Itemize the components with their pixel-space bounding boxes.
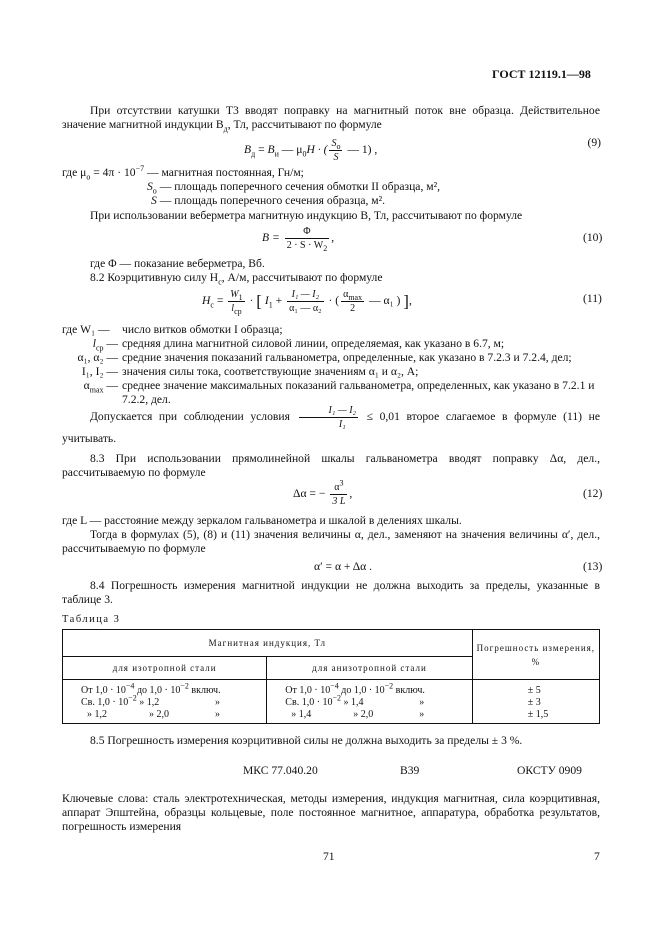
- formula-11: $Н_с$ = $\frac{W_1}{l_{ср}}$ · [ $I_1$ + $\frac{\text{I₁ — I₂}}{\text{α₁ — α₂}}$ · ( $\frac{\alpha_{max}}{2}$ — α₁ ) ],: [202, 289, 412, 316]
- formula-12: Δα = − $\frac{\alpha^3}{3 L}$ ,: [293, 478, 353, 507]
- code-b39: В39: [400, 764, 420, 777]
- table-head-isotropic: для изотропной стали: [63, 657, 267, 680]
- formula-10: В = $\frac{\Phi}{2 \cdot S \cdot W_2}$ ,: [262, 226, 335, 253]
- table-head-error: Погрешность измерения, %: [472, 630, 599, 680]
- keywords: Ключевые слова: сталь электротехническая, методы измерения, индукция магнитная, сила коэрцитивная, аппарат Эпштейна, образцы кольцевые, поле постоянное магнитное, аппаратура, обработка результатов, погрешность измерения: [62, 792, 600, 833]
- formula-11-number: (11): [583, 292, 602, 305]
- where-l: где L — расстояние между зеркалом гальванометра и шкалой в делениях шкалы.: [62, 514, 462, 527]
- paragraph-coil-correction: При отсутствии катушки Т3 вводят поправку на магнитный поток вне образца. Действительное значение магнитной индукции $В_д$, Тл, рассчитывают по формуле: [62, 104, 600, 134]
- formula-13-number: (13): [583, 560, 603, 573]
- paragraph-replacement: Тогда в формулах (5), (8) и (11) значения величины α, дел., заменяют на значения величины α′, дел., рассчитываемую по формуле: [62, 528, 600, 555]
- formula-12-number: (12): [583, 487, 603, 500]
- table-head-induction: Магнитная индукция, Тл: [63, 630, 473, 657]
- paragraph-webermeter: При использовании веберметра магнитную индукцию В, Тл, рассчитывают по формуле: [90, 209, 523, 222]
- page-number-left: 71: [323, 850, 335, 863]
- paragraph-8-5: 8.5 Погрешность измерения коэрцитивной силы не должна выходить за пределы ± 3 %.: [90, 734, 523, 747]
- formula-9-number: (9): [587, 136, 601, 149]
- table-3: [62, 629, 600, 724]
- paragraph-condition: Допускается при соблюдении условия $\frac{\text{I₁ — I₂}}{\text{I₁}}$ ≤ 0,01 второе слагаемое в формуле (11) не учитывать.: [62, 405, 600, 445]
- formula-9: $В_д = В_и$ — $\mu_0Н$ · ( $\frac{S_о}{S}$ — 1) ,: [244, 138, 378, 163]
- where-phi: где Φ — показание веберметра, Вб.: [90, 257, 265, 270]
- table-col-error: ± 5 ± 3 ± 1,5: [472, 680, 599, 724]
- paragraph-8-3: 8.3 При использовании прямолинейной шкалы гальванометра вводят поправку Δα, дел., рассчитываемую по формуле: [62, 452, 600, 479]
- where-mu0: где $\mu_о = 4\pi \cdot 10^{-7}$ — магнитная постоянная, Гн/м;: [62, 164, 304, 182]
- paragraph-8-2: 8.2 Коэрцитивную силу $Н_с$, А/м, рассчитывают по формуле: [90, 271, 383, 287]
- code-okstu: ОКСТУ 0909: [517, 764, 582, 777]
- formula-10-number: (10): [583, 231, 603, 244]
- page-number-right: 7: [594, 850, 600, 863]
- table-head-anisotropic: для анизотропной стали: [267, 657, 472, 680]
- page-header-standard: ГОСТ 12119.1—98: [492, 67, 591, 81]
- table-caption: Таблица 3: [62, 614, 121, 625]
- table-col-anisotropic: От $1,0 \cdot 10^{-4}$ до $1,0 \cdot 10^{-2}$ включ. Св. $1,0 \cdot 10^{-2}$ » 1,4 » » 1,4 » 2,0 »: [267, 680, 472, 724]
- where-so: $S_о$ — площадь поперечного сечения обмотки II образца, м²,: [147, 180, 440, 196]
- paragraph-8-4: 8.4 Погрешность измерения магнитной индукции не должна выходить за пределы, указанные в таблице 3.: [62, 579, 600, 606]
- formula-13: α′ = α + Δα .: [314, 560, 373, 573]
- where-s: S — площадь поперечного сечения образца, м².: [151, 194, 385, 207]
- code-mks: МКС 77.040.20: [243, 764, 318, 777]
- table-col-isotropic: От $1,0 \cdot 10^{-4}$ до $1,0 \cdot 10^{-2}$ включ. Св. $1,0 \cdot 10^{-2}$ » 1,2 » » 1,2 » 2,0 »: [63, 680, 267, 724]
